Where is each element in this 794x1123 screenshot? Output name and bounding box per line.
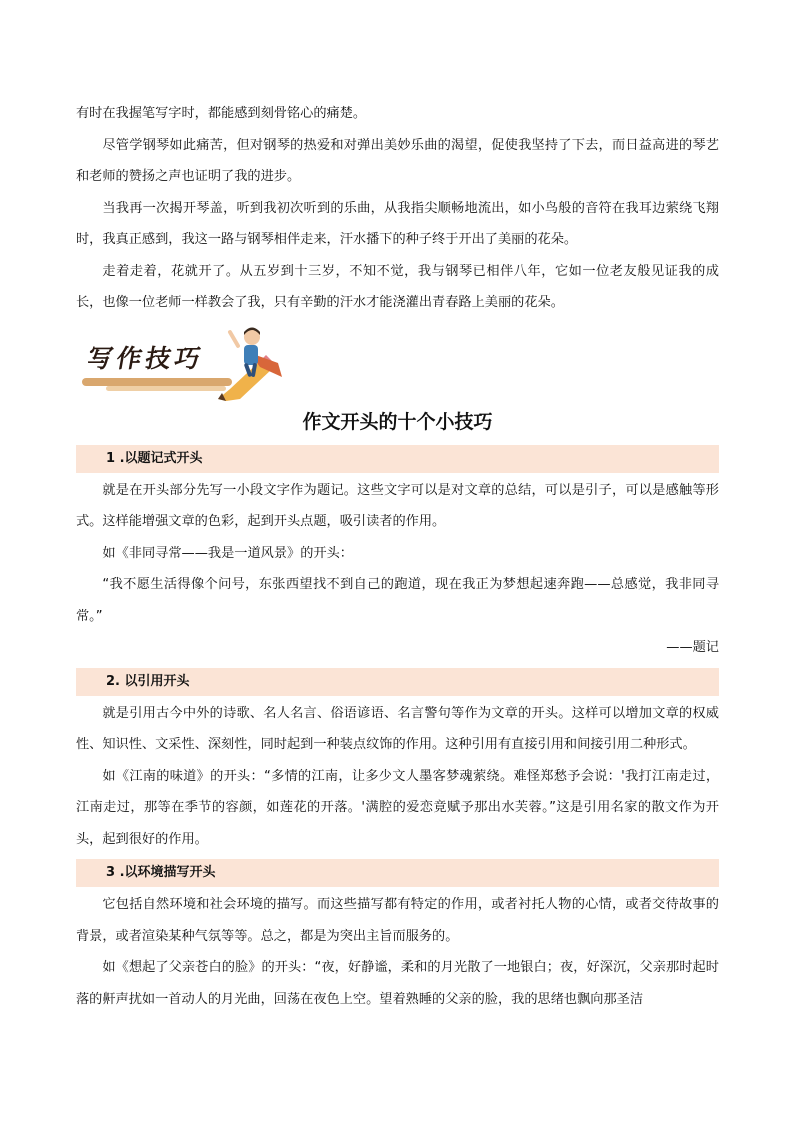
section-heading-1: 1 .以题记式开头 [76, 445, 719, 473]
intro-paragraph-3: 当我再一次揭开琴盖，听到我初次听到的乐曲，从我指尖顺畅地流出，如小鸟般的音符在我耳边萦绕飞翔时，我真正感到，我这一路与钢琴相伴走来，汗水播下的种子终于开出了美丽的花朵。 [76, 200, 719, 247]
section-2-paragraph-1: 就是引用古今中外的诗歌、名人名言、俗语谚语、名言警句等作为文章的开头。这样可以增加文章的权威性、知识性、文采性、深刻性，同时起到一种装点纹饰的作用。这种引用有直接引用和间接引用二种形式。 [76, 705, 719, 752]
section-heading-3: 3 .以环境描写开头 [76, 859, 719, 887]
intro-paragraph-1: 有时在我握笔写字时，都能感到刻骨铭心的痛楚。 [76, 106, 367, 121]
intro-paragraph-2: 尽管学钢琴如此痛苦，但对钢琴的热爱和对弹出美妙乐曲的渴望，促使我坚持了下去，而日益高进的琴艺和老师的赞扬之声也证明了我的进步。 [76, 137, 719, 184]
intro-paragraph-4: 走着走着，花就开了。从五岁到十三岁，不知不觉，我与钢琴已相伴八年，它如一位老友般见证我的成长，也像一位老师一样教会了我，只有辛勤的汗水才能浇灌出青春路上美丽的花朵。 [76, 263, 719, 310]
banner-label: 写作技巧 [85, 343, 207, 373]
section-2-paragraph-2: 如《江南的味道》的开头：“多情的江南，让多少文人墨客梦魂萦绕。难怪郑愁予会说：'我打江南走过，江南走过，那等在季节的容颜，如莲花的开落。'满腔的爱恋竟赋予那出水芙蓉。”这是引用名家的散文作为开头，起到很好的作用。 [76, 768, 719, 847]
banner-brush-stroke [82, 378, 232, 386]
document-body [76, 98, 719, 1015]
section-1-quote: “我不愿生活得像个问号，东张西望找不到自己的跑道，现在我正为梦想起速奔跑——总感觉，我非同寻常。” [76, 577, 719, 624]
section-3-paragraph-1: 它包括自然环境和社会环境的描写。而这些描写都有特定的作用，或者衬托人物的心情，或者交待故事的背景，或者渲染某种气氛等等。总之，都是为突出主旨而服务的。 [76, 897, 719, 944]
section-3-paragraph-2: 如《想起了父亲苍白的脸》的开头：“夜，好静谧，柔和的月光散了一地银白；夜，好深沉，父亲那时起时落的鼾声扰如一首动人的月光曲，回荡在夜色上空。望着熟睡的父亲的脸，我的思绪也飘向那圣洁 [76, 960, 719, 1007]
section-1-paragraph-1: 就是在开头部分先写一小段文字作为题记。这些文字可以是对文章的总结，可以是引子，可以是感触等形式。这样能增强文章的色彩，起到开头点题，吸引读者的作用。 [76, 482, 719, 529]
section-heading-2: 2. 以引用开头 [76, 668, 719, 696]
section-1-signature: ——题记 [666, 640, 719, 655]
pencil-rider-icon [216, 323, 286, 401]
section-1-paragraph-2: 如《非同寻常——我是一道风景》的开头： [102, 545, 353, 561]
article-title: 作文开头的十个小技巧 [302, 410, 493, 433]
writing-tips-banner [76, 323, 719, 401]
banner-brush-stroke-2 [106, 386, 226, 391]
